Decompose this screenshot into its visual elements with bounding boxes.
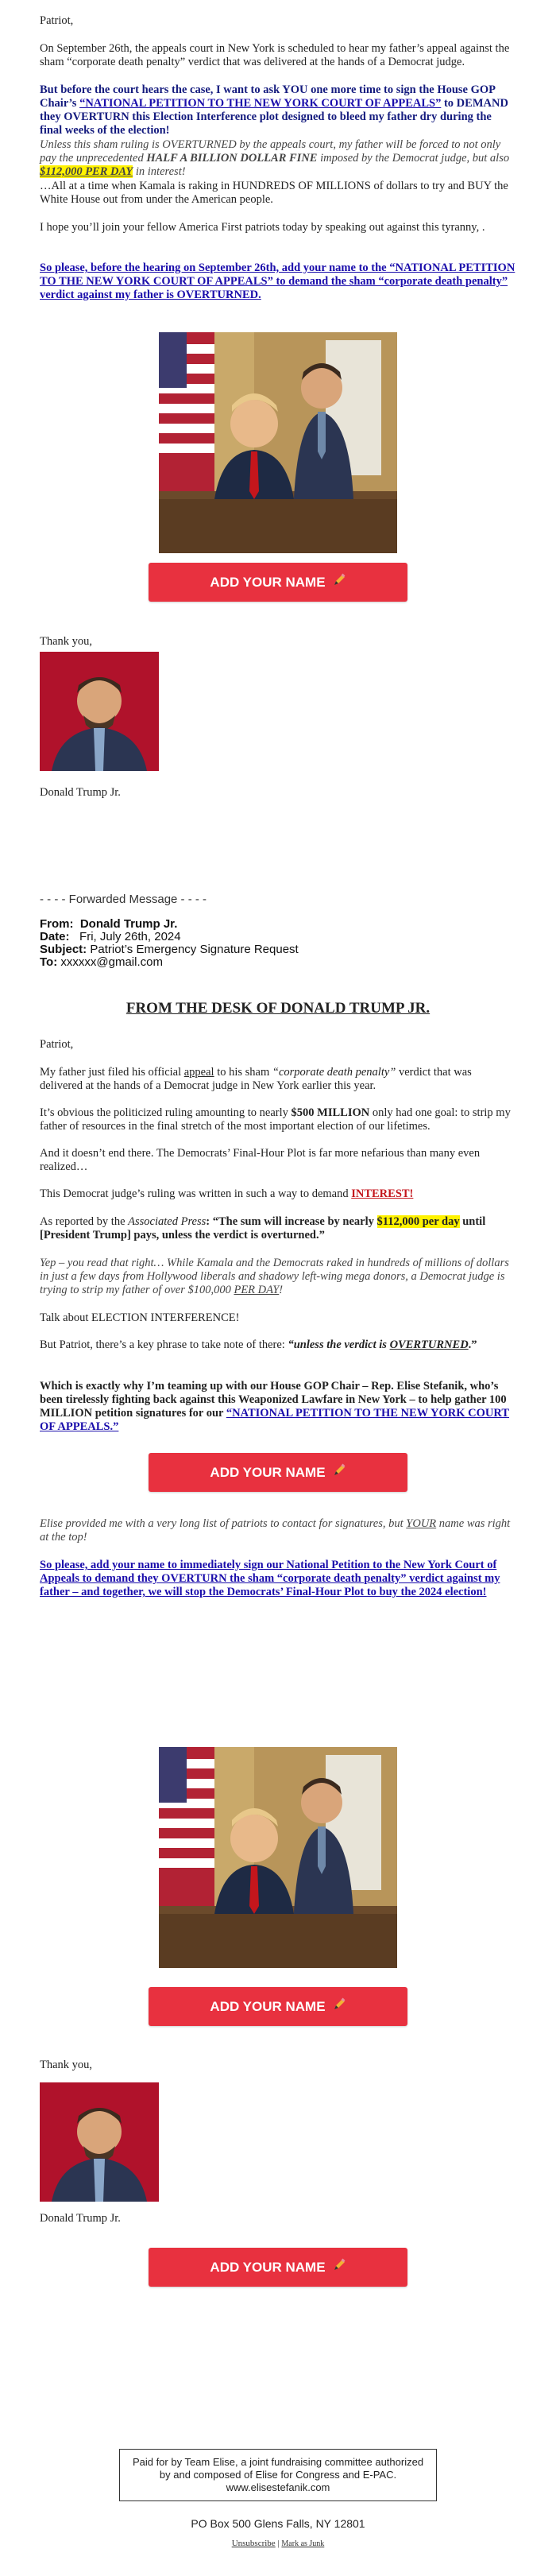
- paragraph: This Democrat judge’s ruling was written in such a way to demand INTEREST!: [40, 1187, 414, 1200]
- paragraph: My father just filed his official appeal to his sham “corporate death penalty” verdict that was delivered at the hands of a Democrat judge in New York earlier this year.: [40, 1066, 472, 1092]
- mark-junk-link[interactable]: Mark as Junk: [281, 2539, 325, 2548]
- petition-link[interactable]: “NATIONAL PETITION TO THE NEW YORK COURT OF APPEALS”: [79, 97, 442, 110]
- paragraph: Unless this sham ruling is OVERTURNED by the appeals court, my father will be forced to not only pay the unprecedented HALF A BILLION DOLLAR FINE imposed by the Democrat judge, but also $112,000 PER DAY in interest!: [40, 138, 510, 178]
- paragraph: Talk about ELECTION INTERFERENCE!: [40, 1311, 240, 1324]
- paragraph: But Patriot, there’s a key phrase to take note of there: “unless the verdict is OVERTURNED.”: [40, 1338, 477, 1351]
- footer-address: PO Box 500 Glens Falls, NY 12801: [191, 2517, 365, 2530]
- thank-you: Thank you,: [40, 635, 93, 648]
- footer-disclaimer: Paid for by Team Elise, a joint fundraising committee authorized by and composed of Elise for Congress and E-PAC. www.elisestefanik.com: [119, 2449, 437, 2501]
- pencil-icon: [332, 2258, 346, 2276]
- pencil-icon: [332, 573, 346, 591]
- headshot-photo: [40, 652, 159, 771]
- button-label: ADD YOUR NAME: [210, 574, 326, 590]
- pencil-icon: [332, 1997, 346, 2016]
- forwarded-header: From: Donald Trump Jr. Date: Fri, July 26th, 2024 Subject: Patriot’s Emergency Signature Request To: xxxxxx@gmail.com: [40, 917, 299, 969]
- paragraph: Yep – you read that right… While Kamala and the Democrats raked in hundreds of millions of dollars in just a few days from Hollywood liberals and shadowy left-wing mega donors, a Democrat judge is trying to strip my father of over $100,000 PER DAY!: [40, 1257, 509, 1296]
- paragraph: [40, 1559, 516, 1599]
- paragraph: I hope you’ll join your fellow America First patriots today by speaking out against this tyranny, .: [40, 221, 485, 234]
- headshot-photo: [40, 2082, 159, 2202]
- add-your-name-button[interactable]: [149, 1987, 407, 2026]
- paragraph: As reported by the Associated Press: “The sum will increase by nearly $112,000 per day until [President Trump] pays, unless the verdict is overturned.”: [40, 1215, 486, 1242]
- forwarded-message-divider: - - - - Forwarded Message - - - -: [40, 893, 207, 906]
- signature: Donald Trump Jr.: [40, 786, 121, 799]
- add-your-name-button[interactable]: [149, 2248, 407, 2287]
- desk-title: FROM THE DESK OF DONALD TRUMP JR.: [125, 1000, 431, 1017]
- button-label: ADD YOUR NAME: [210, 1998, 326, 2014]
- add-your-name-button[interactable]: [149, 563, 407, 602]
- petition-link[interactable]: “NATIONAL PETITION TO THE NEW YORK COURT OF APPEALS.”: [40, 1407, 510, 1433]
- paragraph: But before the court hears the case, I want to ask YOU one more time to sign the House GOP Chair’s “NATIONAL PETITION TO THE NEW YORK COURT OF APPEALS” to DEMAND they OVERTURN this Election Interference plot designed to bleed my father dry during the final weeks of the election!: [40, 83, 508, 137]
- thank-you: Thank you,: [40, 2059, 93, 2071]
- add-your-name-button[interactable]: [149, 1453, 407, 1492]
- button-label: ADD YOUR NAME: [210, 1464, 326, 1480]
- oval-office-photo: [159, 332, 397, 553]
- unsubscribe-link[interactable]: Unsubscribe: [231, 2539, 276, 2548]
- signature: Donald Trump Jr.: [40, 2212, 121, 2225]
- paragraph: And it doesn’t end there. The Democrats’ Final-Hour Plot is far more nefarious than many even realized…: [40, 1147, 481, 1173]
- paragraph: Which is exactly why I’m teaming up with our House GOP Chair – Rep. Elise Stefanik, who’s been tirelessly fighting back against this Weaponized Lawfare in New York – to help gather 100 MILLION petition signatures for our “NATIONAL PETITION TO THE NEW YORK COURT OF APPEALS.”: [40, 1380, 510, 1433]
- paragraph: [40, 261, 516, 302]
- greeting: Patriot,: [40, 14, 74, 27]
- paragraph: Elise provided me with a very long list of patriots to contact for signatures, but YOUR name was right at the top!: [40, 1517, 511, 1544]
- paragraph: It’s obvious the politicized ruling amounting to nearly $500 MILLION only had one goal: to strip my father of resources in the final stretch of the most important election of our lifetimes.: [40, 1106, 511, 1133]
- oval-office-photo: [159, 1747, 397, 1968]
- button-label: ADD YOUR NAME: [210, 2259, 326, 2275]
- paragraph: …All at a time when Kamala is raking in HUNDREDS OF MILLIONS of dollars to try and BUY the White House out from under the American people.: [40, 180, 508, 206]
- petition-link[interactable]: So please, add your name to immediately sign our National Petition to the New York Court of Appeals to demand they OVERTURN the sham “corporate death penalty” verdict against my father – and together, we will stop the Democrats’ Final-Hour Plot to buy the 2024 election!: [40, 1559, 500, 1598]
- footer-links: Unsubscribe | Mark as Junk: [231, 2539, 325, 2548]
- petition-link[interactable]: So please, before the hearing on September 26th, add your name to the “NATIONAL PETITION TO THE NEW YORK COURT OF APPEALS” to demand the sham “corporate death penalty” verdict against my father is OVERTURNED.: [40, 261, 515, 301]
- greeting: Patriot,: [40, 1038, 74, 1051]
- paragraph: On September 26th, the appeals court in New York is scheduled to hear my father’s appeal against the sham “corporate death penalty” verdict that was delivered at the hands of a Democrat judge.: [40, 42, 510, 68]
- pencil-icon: [332, 1463, 346, 1482]
